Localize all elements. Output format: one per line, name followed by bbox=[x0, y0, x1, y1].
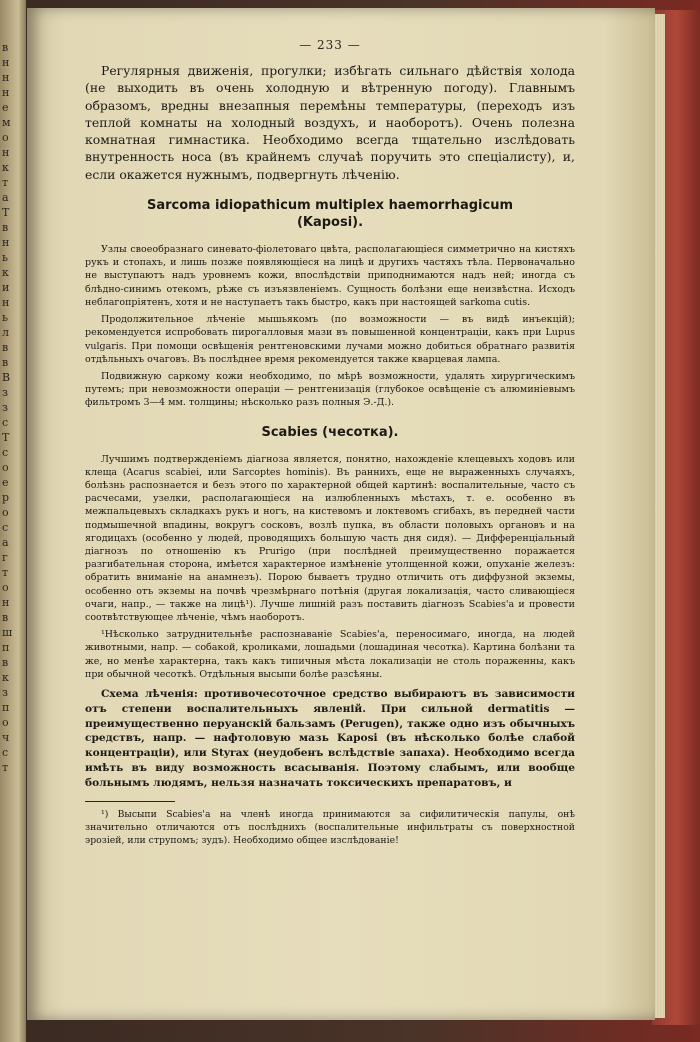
left-margin-mark: о bbox=[2, 581, 9, 594]
left-margin-mark: о bbox=[2, 506, 9, 519]
left-margin-mark: с bbox=[2, 521, 9, 534]
left-margin-mark: н bbox=[2, 71, 10, 84]
left-margin-mark: п bbox=[2, 701, 10, 714]
scabies-paragraph-2: ¹Нѣсколько затруднительнѣе распознаваніе Scabies'а, переносимаго, иногда, на людей животными, напр. — собакой, кроликами, лошадьми (лошадиная чесотка). Картина болѣзни та же, но менѣе характерна, такъ какъ типичныя мѣста локализаціи не столь пораженны, какъ при обычной чесоткѣ. Отдѣльныя высыпи болѣе разсѣяны. bbox=[85, 629, 575, 680]
scabies-paragraph-1: Лучшимъ подтвержденіемъ діагноза является, понятно, нахожденіе клещевыхъ ходовъ или клеща (Acarus scabiei, или Sarcoptes hominis). Въ раннихъ, еще не выраженныхъ случаяхъ, болѣзнь распознается и безъ этого по характерной общей картинѣ: воспалительные, часто съ расчесами, узелки, располагающіеся на излюбленныхъ мѣстахъ, т. е. особенно въ межпальцевыхъ складкахъ рукъ и ногъ, на кистевомъ и локтевомъ сгибахъ, въ передней части подмышечной впадины, вокругъ сосковъ, возлѣ пупка, въ области половыхъ органовъ и на ягодицахъ (особенно у людей, проводящихъ большую часть дня сидя). — Дифференціальный діагнозъ по отношенію къ Prurigo (при послѣдней преимущественно поражается разгибательная сторона, имѣется характерное измѣненіе утолщенной кожи, опуханіе железъ: обратить вниманіе на анамнезъ). Порою бываетъ трудно отличить отъ диффузной экземы, особенно отъ экземы на почвѣ чрезмѣрнаго потѣнія (другая локализація, часто сливающіеся очаги, напр., — также на лицѣ¹). Лучше лишній разъ поставить діагнозъ Scabies'а и провести соотвѣтствующее лѣченіе, чѣмъ наоборотъ. bbox=[85, 453, 575, 623]
left-margin-mark: в bbox=[2, 611, 9, 624]
left-margin-mark: к bbox=[2, 266, 9, 279]
sarcoma-heading-line2: (Kaposi). bbox=[296, 215, 364, 231]
left-margin-mark: Т bbox=[2, 431, 10, 444]
left-margin-mark: к bbox=[2, 161, 9, 174]
left-margin-mark: т bbox=[2, 566, 9, 579]
left-margin-mark: ь bbox=[2, 311, 8, 324]
left-margin-mark: г bbox=[2, 551, 8, 564]
left-margin-mark: т bbox=[2, 176, 9, 189]
left-margin-mark: п bbox=[2, 641, 10, 654]
left-margin-mark: н bbox=[2, 86, 10, 99]
sarcoma-heading-line1: Sarcoma idiopathicum multiplex haemorrhagicum bbox=[146, 198, 514, 214]
left-margin-mark: о bbox=[2, 716, 9, 729]
left-margin-mark: ь bbox=[2, 251, 8, 264]
intro-paragraph: Регулярныя движенія, прогулки; избѣгать сильнаго дѣйствія холода (не выходить въ очень холодную и вѣтренную погоду). Главнымъ образомъ, вредны внезапныя перемѣны температуры, (переходъ изъ теплой комнаты на холодный воздухъ, и наоборотъ). Очень полезна комнатная гимнастика. Необходимо всегда тщательно изслѣдовать внутренность носа (въ крайнемъ случаѣ поручить это спеціалисту), и, если окажется нужнымъ, подвергнуть лѣченію. bbox=[85, 63, 575, 182]
left-margin-mark: о bbox=[2, 461, 9, 474]
sarcoma-paragraph-3: Подвижную саркому кожи необходимо, по мѣрѣ возможности, удалять хирургическимъ путемъ; при невозможности операціи — рентгенизація (глубокое освѣщеніе съ алюминіевымъ фильтромъ 3—4 мм. толщины; нѣсколько разъ полныя Э.-Д.). bbox=[85, 370, 575, 409]
left-margin-mark: в bbox=[2, 341, 9, 354]
footnote: ¹) Высыпи Scabies'а на членѣ иногда принимаются за сифилитическія папулы, онѣ значительно отличаются отъ послѣднихъ (воспалительные инфильтраты съ поверхностной эрозіей, или струпомъ; зудъ). Необходимо общее изслѣдованіе! bbox=[85, 808, 575, 846]
sarcoma-paragraph-2: Продолжительное лѣченіе мышьякомъ (по возможности — въ видѣ инъекцій); рекомендуется испробовать пирогалловыя мази въ повышенной концентраціи, какъ при Lupus vulgaris. При помощи освѣщенія рентгеновскими лучами можно добиться обратнаго развитія отдѣльныхъ очаговъ. Въ послѣднее время рекомендуется также кварцевая лампа. bbox=[85, 314, 575, 365]
page-number: — 233 — bbox=[299, 38, 361, 52]
scabies-treatment-scheme: Схема лѣченія: противочесоточное средство выбираютъ въ зависимости отъ степени воспалительныхъ явленій. При сильной dermatitis — преимущественно перуанскій бальзамъ (Perugen), также одно изъ обычныхъ средствъ, напр. — нафтоловую мазь Kaposi (въ нѣсколько болѣе слабой концентраціи), или Styrax (неудобенъ вслѣдствіе запаха). Необходимо всегда имѣть въ виду возможность всасыванія. Поэтому слабымъ, или вообще больнымъ людямъ, нельзя назначать токсическихъ препаратовъ, и bbox=[85, 687, 575, 789]
left-margin-mark: н bbox=[2, 596, 10, 609]
left-margin-mark: е bbox=[2, 476, 9, 489]
left-margin-mark: ч bbox=[2, 731, 10, 744]
left-margin-mark: н bbox=[2, 146, 10, 159]
left-margin-mark: т bbox=[2, 761, 9, 774]
left-margin-mark: с bbox=[2, 746, 9, 759]
left-margin-mark: а bbox=[2, 191, 9, 204]
left-margin-mark: н bbox=[2, 56, 10, 69]
scabies-heading: Scabies (чесотка). bbox=[261, 424, 399, 440]
left-margin-mark: Т bbox=[2, 206, 10, 219]
left-margin-mark: о bbox=[2, 131, 9, 144]
left-margin-mark: в bbox=[2, 356, 9, 369]
left-margin-mark: и bbox=[2, 281, 10, 294]
left-margin-mark: к bbox=[2, 671, 9, 684]
page-stack-edge bbox=[655, 14, 665, 1018]
book-page bbox=[27, 8, 655, 1020]
left-margin-mark: с bbox=[2, 416, 9, 429]
page-content bbox=[85, 38, 575, 847]
left-margin-mark: л bbox=[2, 326, 9, 339]
left-page-edge bbox=[0, 0, 26, 1042]
left-margin-mark: м bbox=[2, 116, 11, 129]
sarcoma-paragraph-1: Узлы своеобразнаго синевато-фіолетоваго цвѣта, располагающіеся симметрично на кистяхъ рукъ и стопахъ, и лишь позже появляющіеся на лицѣ и другихъ частяхъ тѣла. Первоначально не выступаютъ надъ уровнемъ кожи, впослѣдствіи приподнимаются надъ ней; иногда съ блѣдно-синимъ отекомъ, рѣже съ изъязвленіемъ. Сущность болѣзни еще неизвѣстна. Исходъ неблагопріятенъ, хотя и не наступаетъ такъ быстро, какъ при настоящей sarkoma cutis. bbox=[85, 244, 575, 308]
left-margin-mark: в bbox=[2, 221, 9, 234]
left-margin-mark: з bbox=[2, 686, 8, 699]
left-margin-mark: ш bbox=[2, 626, 13, 639]
left-margin-mark: в bbox=[2, 656, 9, 669]
left-margin-mark: а bbox=[2, 536, 9, 549]
left-margin-mark: н bbox=[2, 236, 10, 249]
left-margin-mark: в bbox=[2, 41, 9, 54]
sarcoma-heading bbox=[85, 197, 575, 231]
left-margin-mark: В bbox=[2, 371, 11, 384]
left-margin-mark: з bbox=[2, 386, 8, 399]
left-margin-mark: з bbox=[2, 401, 8, 414]
left-margin-mark: с bbox=[2, 446, 9, 459]
left-margin-mark: н bbox=[2, 296, 10, 309]
left-margin-mark: р bbox=[2, 491, 10, 504]
footnote-divider bbox=[85, 801, 175, 802]
left-margin-mark: е bbox=[2, 101, 9, 114]
left-margin-marks bbox=[2, 40, 26, 775]
